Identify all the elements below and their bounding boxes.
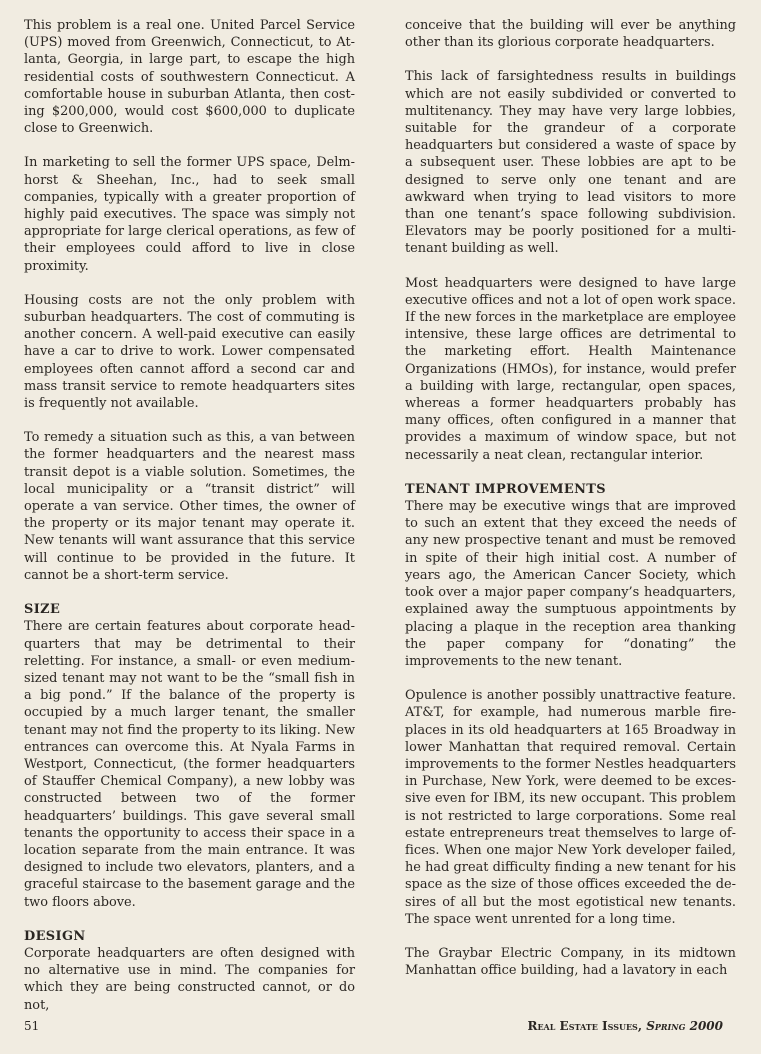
- left-column: [24, 17, 355, 1031]
- paragraph: This lack of farsightedness results in buildings which are not easily subdivided or converted to multitenancy. They may have very large lobbies, suitable for the grandeur of a corporate headquarters but considered a waste of space by a subsequent user. These lobbies are apt to be designed to serve only one tenant and are awkward when trying to lead visitors to more than one tenant’s space following subdivision. Elevators may be poorly positioned for a multi-tenant building as well.: [405, 69, 736, 257]
- paragraph: This problem is a real one. United Parcel Service (UPS) moved from Greenwich, Connecticut, to Atlanta, Georgia, in large part, to escape the high residential costs of southwestern Connecticut. A comfortable house in suburban Atlanta, then costing $200,000, would cost $600,000 to duplicate close to Greenwich.: [24, 18, 355, 137]
- paragraph: There may be executive wings that are improved to such an extent that they exceed the needs of any new prospective tenant and must be removed in spite of their high initial cost. A number of years ago, the American Cancer Society, which took over a major paper company’s headquarters, explained away the sumptuous appointments by placing a plaque in the reception area thanking the paper company for “donating” the improvements to the new tenant.: [405, 499, 736, 669]
- paragraph: Housing costs are not the only problem with suburban headquarters. The cost of commuting is another concern. A well-paid executive can easily have a car to drive to work. Lower compensated employees often cannot afford a second car and mass transit service to remote headquarters sites is frequently not available.: [24, 292, 355, 412]
- journal-name: Real Estate Issues,: [527, 1019, 643, 1033]
- section-heading-size: SIZE: [24, 602, 61, 618]
- page-number: 51: [24, 1019, 40, 1033]
- right-column: [405, 17, 736, 996]
- paragraph: Corporate headquarters are often designed with no alternative use in mind. The companies for which they are being constructed cannot, or do not,: [24, 945, 355, 1013]
- journal-season: Spring 2000: [646, 1019, 723, 1033]
- section-heading-tenant-improvements: TENANT IMPROVEMENTS: [405, 481, 606, 497]
- paragraph: conceive that the building will ever be anything other than its glorious corporate headquarters.: [405, 18, 736, 51]
- paragraph: The Graybar Electric Company, in its midtown Manhattan office building, had a lavatory in each: [405, 945, 736, 979]
- section-heading-design: DESIGN: [24, 928, 86, 944]
- journal-citation: [527, 1019, 723, 1033]
- paragraph: In marketing to sell the former UPS space, Delmhorst & Sheehan, Inc., had to seek small companies, typically with a greater proportion of highly paid executives. The space was simply not appropriate for large clerical operations, as few of their employees could afford to live in close proximity.: [24, 155, 355, 274]
- paragraph: There are certain features about corporate headquarters that may be detrimental to their reletting. For instance, a small- or even medium-sized tenant may not want to be the “small fish in a big pond.” If the balance of the property is occupied by a much larger tenant, the smaller tenant may not find the property to its liking. New entrances can overcome this. At Nyala Farms in Westport, Connecticut, (the former headquarters of Stauffer Chemical Company), a new lobby was constructed between two of the former headquarters’ buildings. This gave several small tenants the opportunity to access their space in a location separate from the main entrance. It was designed to include two elevators, planters, and a graceful staircase to the basement garage and the two floors above.: [24, 619, 355, 910]
- paragraph: To remedy a situation such as this, a van between the former headquarters and the nearest mass transit depot is a viable solution. Sometimes, the local municipality or a “transit district” will operate a van service. Other times, the owner of the property or its major tenant may operate it. New tenants will want assurance that this service will continue to be provided in the future. It cannot be a short-term service.: [24, 430, 355, 583]
- paragraph: Opulence is another possibly unattractive feature. AT&T, for example, had numerous marble fireplaces in its old headquarters at 165 Broadway in lower Manhattan that required removal. Certain improvements to the former Nestles headquarters in Purchase, New York, were deemed to be excessive even for IBM, its new occupant. This problem is not restricted to large corporations. Some real estate entrepreneurs treat themselves to large offices. When one major New York developer failed, he had great difficulty finding a new tenant for his space as the size of those offices exceeded the desires of all but the most egotistical new tenants. The space went unrented for a long time.: [405, 688, 736, 927]
- paragraph: Most headquarters were designed to have large executive offices and not a lot of open work space. If the new forces in the marketplace are employee intensive, these large offices are detrimental to the marketing effort. Health Maintenance Organizations (HMOs), for instance, would prefer a building with large, rectangular, open spaces, whereas a former headquarters probably has many offices, often configured in a manner that provides a maximum of window space, but not necessarily a neat clean, rectangular interior.: [405, 275, 736, 463]
